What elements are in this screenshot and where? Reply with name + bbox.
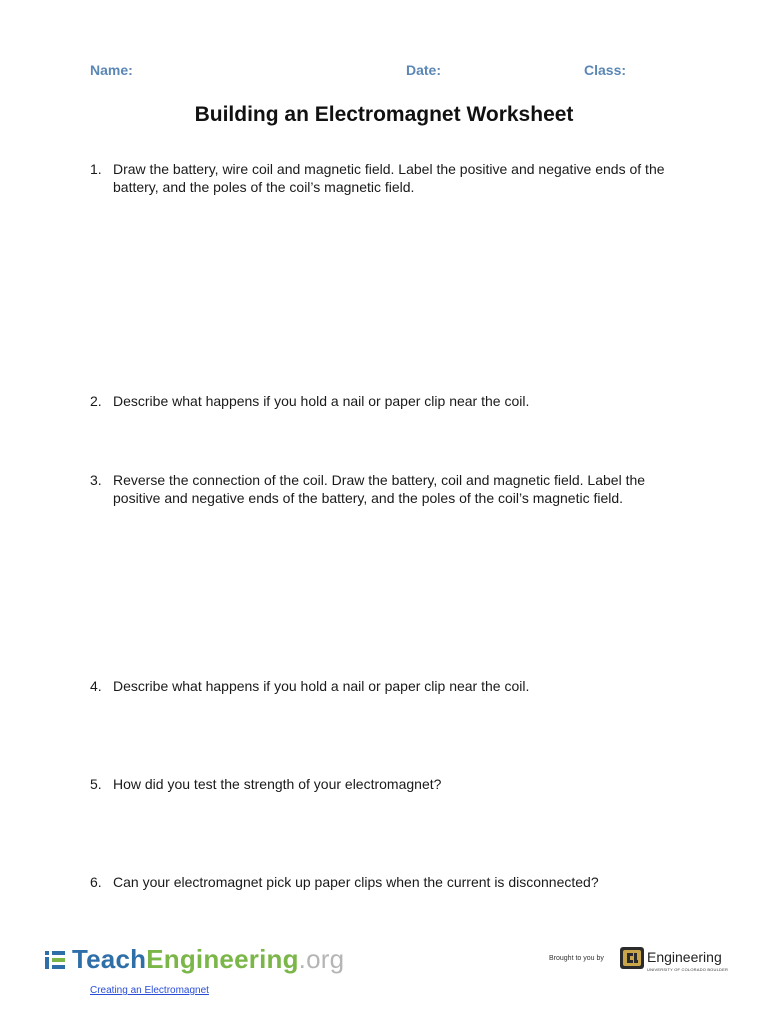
question-number: 6.: [90, 874, 102, 890]
class-label: Class:: [584, 62, 627, 78]
question-number: 2.: [90, 393, 102, 409]
question-number: 4.: [90, 678, 102, 694]
question-number: 1.: [90, 161, 102, 177]
logo-teach-text: Teach: [72, 943, 147, 974]
question-text: Describe what happens if you hold a nail or paper clip near the coil.: [113, 678, 530, 694]
question-1: [90, 160, 670, 196]
question-number: 5.: [90, 776, 102, 792]
question-4: [90, 677, 670, 695]
question-text: How did you test the strength of your electromagnet?: [113, 776, 442, 792]
question-text: Reverse the connection of the coil. Draw the battery, coil and magnetic field. Label the positive and negative ends of the battery, and the poles of the coil’s magnetic field.: [113, 472, 646, 506]
question-2: [90, 392, 670, 410]
logo-engineering-text: Engineering: [146, 943, 299, 974]
sponsor-engineering-label: Engineering: [647, 949, 722, 965]
teachengineering-mark-icon: [44, 948, 66, 970]
page-title: Building an Electromagnet Worksheet: [194, 103, 574, 126]
question-text: Can your electromagnet pick up paper clips when the current is disconnected?: [113, 874, 599, 890]
date-label: Date:: [406, 62, 442, 78]
question-number: 3.: [90, 472, 102, 488]
question-text: Describe what happens if you hold a nail or paper clip near the coil.: [113, 393, 530, 409]
logo-org-text: .org: [298, 943, 345, 974]
brought-to-you-by: Brought to you by: [549, 955, 604, 962]
teachengineering-logo: [44, 942, 344, 976]
question-text: Draw the battery, wire coil and magnetic field. Label the positive and negative ends of the battery, and the poles of the coil’s magnetic field.: [113, 161, 665, 195]
question-5: [90, 775, 670, 793]
worksheet-header: [0, 62, 768, 82]
name-label: Name:: [90, 62, 133, 78]
question-6: [90, 873, 670, 891]
creating-electromagnet-link[interactable]: Creating an Electromagnet: [90, 985, 209, 996]
question-3: [90, 471, 670, 507]
cu-boulder-logo-icon: [619, 945, 645, 971]
sponsor-university-label: UNIVERSITY OF COLORADO BOULDER: [647, 967, 729, 972]
